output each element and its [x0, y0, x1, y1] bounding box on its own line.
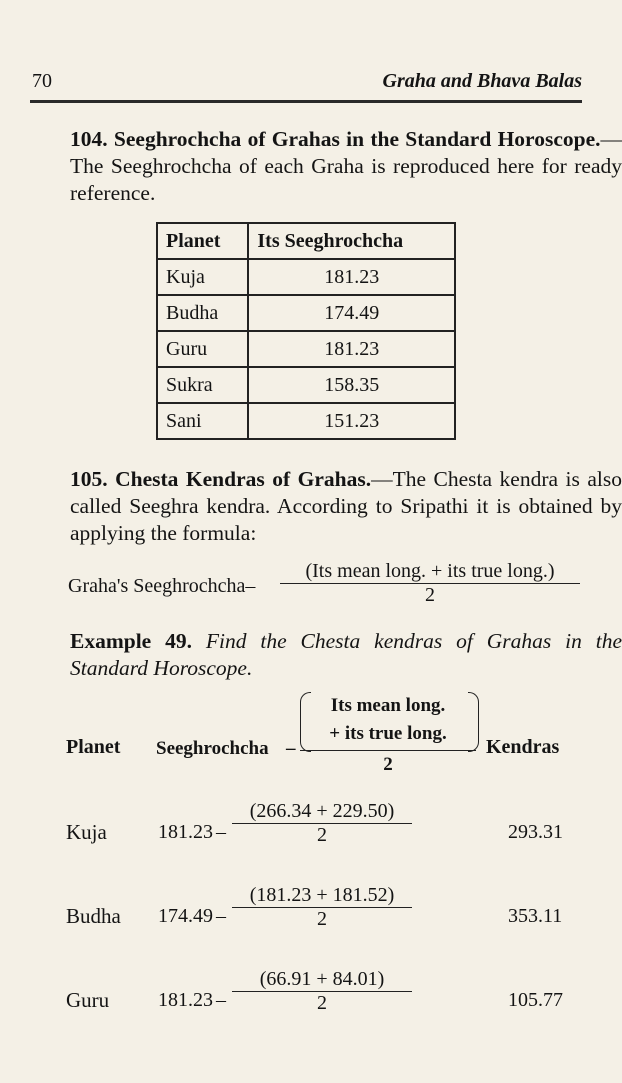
- col-header-seeghrochcha: Seeghrochcha: [156, 738, 269, 759]
- example-text: Find the Chesta kendras of Grahas in the Standard Horoscope.: [70, 629, 622, 680]
- calc-numerator: (266.34 + 229.50): [232, 800, 412, 824]
- table-cell-value: 181.23: [248, 259, 455, 295]
- table-row: [157, 367, 455, 403]
- table-row: [157, 403, 455, 439]
- col-header-num-line2: + its true long.: [329, 723, 447, 744]
- header-rule: [30, 100, 582, 103]
- calc-fraction: [232, 884, 412, 931]
- table-row: [157, 331, 455, 367]
- col-header-kendras: Kendras: [486, 736, 560, 758]
- table-header-planet: Planet: [157, 223, 248, 259]
- section-104-heading: 104. Seeghrochcha of Grahas in the Standard Horoscope.: [70, 127, 601, 151]
- col-header-denominator: 2: [383, 754, 393, 775]
- table-cell-value: 174.49: [248, 295, 455, 331]
- table-cell-planet: Budha: [157, 295, 248, 331]
- table-header-seeghrochcha: Its Seeghrochcha: [248, 223, 455, 259]
- calc-numerator: (181.23 + 181.52): [232, 884, 412, 908]
- table-cell-planet: Kuja: [157, 259, 248, 295]
- table-cell-planet: Sukra: [157, 367, 248, 403]
- calc-denominator: 2: [317, 824, 327, 846]
- col-header-num-line1: Its mean long.: [330, 695, 446, 716]
- page-number: 70: [32, 70, 52, 92]
- calc-planet-guru: Guru: [66, 988, 110, 1012]
- section-104-paragraph: [30, 126, 622, 207]
- table-cell-planet: Sani: [157, 403, 248, 439]
- table-header-row: [157, 223, 455, 259]
- section-104-body: —The Seeghrochcha of each Graha is reproduced here for ready reference.: [70, 127, 622, 205]
- calc-minus: –: [216, 989, 226, 1011]
- section-105-paragraph: [30, 466, 622, 547]
- calc-planet-kuja: Kuja: [66, 820, 107, 844]
- running-title: Graha and Bhava Balas: [382, 70, 582, 92]
- table-row: [157, 259, 455, 295]
- formula-denominator: 2: [425, 584, 435, 606]
- calc-value: 174.49: [158, 905, 213, 927]
- example-paragraph: [30, 628, 622, 682]
- calc-value: 181.23: [158, 989, 213, 1011]
- formula-fraction: [280, 560, 580, 607]
- table-cell-value: 151.23: [248, 403, 455, 439]
- calc-denominator: 2: [317, 908, 327, 930]
- seeghrochcha-table: [156, 222, 456, 440]
- calc-minus: –: [216, 821, 226, 843]
- calc-result: 105.77: [508, 989, 563, 1011]
- calc-fraction: [232, 800, 412, 847]
- table-cell-value: 158.35: [248, 367, 455, 403]
- formula-numerator: (Its mean long. + its true long.): [280, 560, 580, 584]
- section-105-heading: 105. Chesta Kendras of Grahas.: [70, 467, 372, 491]
- calc-numerator: (66.91 + 84.01): [232, 968, 412, 992]
- calc-denominator: 2: [317, 992, 327, 1014]
- calc-fraction: [232, 968, 412, 1015]
- col-header-planet: Planet: [66, 736, 121, 758]
- calc-planet-budha: Budha: [66, 904, 121, 928]
- calc-value: 181.23: [158, 821, 213, 843]
- table-cell-planet: Guru: [157, 331, 248, 367]
- formula-prefix: Graha's Seeghrochcha–: [68, 575, 256, 597]
- table-row: [157, 295, 455, 331]
- col-header-numerator: [300, 692, 476, 751]
- table-cell-value: 181.23: [248, 331, 455, 367]
- section-105-body: —The Chesta kendra is also called Seeghra kendra. According to Sripathi it is obtained by applying the formula:: [70, 467, 622, 545]
- col-header-minus: –: [286, 738, 296, 759]
- calc-minus: –: [216, 905, 226, 927]
- calc-result: 353.11: [508, 905, 563, 927]
- calc-result: 293.31: [508, 821, 563, 843]
- example-label: Example 49.: [70, 629, 192, 653]
